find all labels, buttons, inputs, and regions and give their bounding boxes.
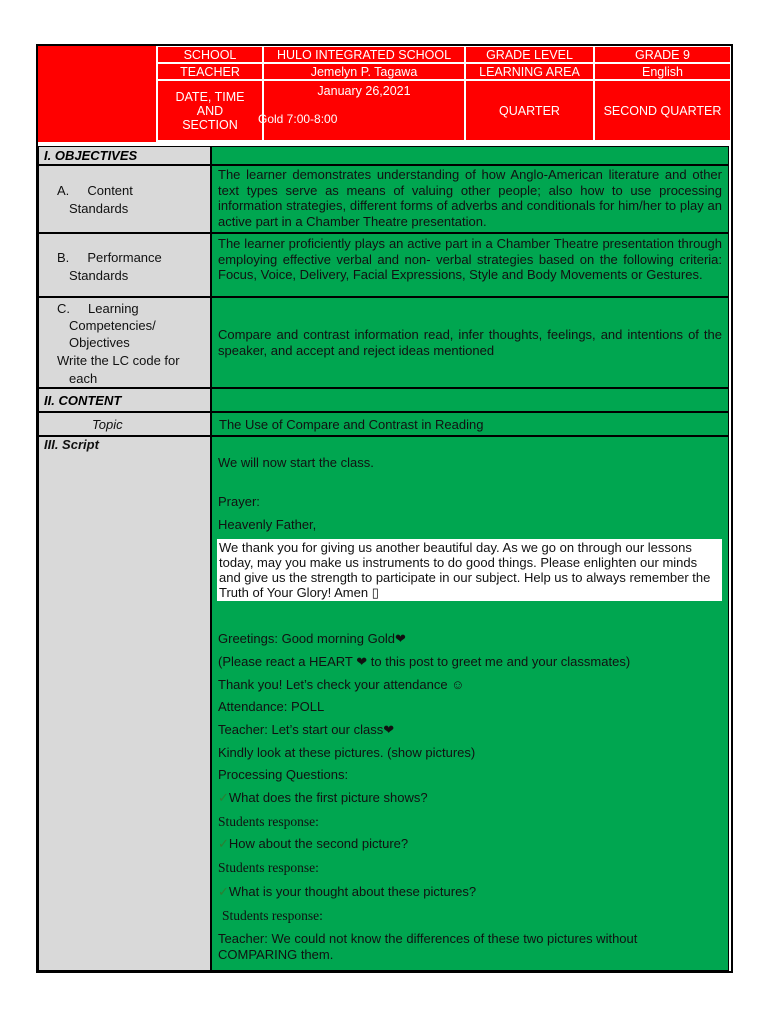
grade-value: GRADE 9 (594, 46, 731, 63)
script-heading: III. Script (44, 437, 99, 452)
topic-label: Topic (92, 417, 123, 432)
date-cell (258, 80, 465, 141)
script-question-1 (218, 790, 428, 806)
content-standards-text: The learner demonstrates understanding of how Anglo-American literature and other text types serve as means of valuing other people; also how to use processing information strategies, different forms of adverbs and conditionals for him/her to play an active part in a Chamber Theatre presentation. (218, 167, 722, 229)
content-standards-label-line2: Standards (69, 201, 129, 216)
objectives-heading-fill (211, 146, 729, 165)
script-react: (Please react a HEART ❤ to this post to greet me and your classmates) (218, 654, 631, 669)
topic-value: The Use of Compare and Contrast in Reading (219, 417, 484, 432)
content-heading: II. CONTENT (38, 388, 211, 412)
checkmark-icon: ✓ (218, 884, 229, 899)
learning-competencies-label-line1: C. Learning (57, 301, 139, 316)
checkmark-icon: ✓ (218, 836, 229, 851)
content-standards-label-line1: A. Content (57, 183, 133, 198)
question-2-text: How about the second picture? (228, 836, 409, 851)
performance-standards-cell (211, 233, 729, 297)
script-question-2 (218, 836, 408, 852)
script-greetings: Greetings: Good morning Gold❤ (218, 631, 406, 646)
performance-standards-label-line2: Standards (69, 268, 129, 283)
date-label: DATE, TIME AND SECTION (157, 80, 263, 141)
script-response-1: Students response: (218, 814, 319, 829)
script-prayer-label: Prayer: (218, 494, 260, 509)
school-value: HULO INTEGRATED SCHOOL (263, 46, 465, 63)
content-standards-label (38, 165, 211, 233)
script-question-3 (218, 884, 476, 900)
learning-competencies-label-line4: Write the LC code for (57, 353, 180, 368)
content-standards-cell (211, 165, 729, 233)
learning-competencies-label-line5: each (69, 371, 98, 386)
teacher-label: TEACHER (157, 63, 263, 80)
date-value: January 26,2021 (317, 84, 411, 98)
learning-competencies-label (38, 297, 211, 388)
header-logo-cell (38, 46, 156, 142)
topic-cell (211, 412, 729, 436)
quarter-label: QUARTER (465, 80, 594, 141)
learning-competencies-label-line3: Objectives (69, 335, 130, 350)
prayer-text: We thank you for giving us another beautiful day. As we go on through our lessons today, may you make us instruments to do good things. Please enlighten our minds and give us the strength to participate in our subject. Help us to always remember the Truth of Your Glory! Amen ▯ (219, 540, 711, 600)
time-section-value: Gold 7:00-8:00 (258, 112, 338, 126)
script-line-start: We will now start the class. (218, 455, 374, 470)
performance-standards-text: The learner proficiently plays an active part in a Chamber Theatre presentation through employing effective verbal and non- verbal strategies based on the following criteria: Focus, Voice, Delivery, Facial Expressions, Style and Body Movements or Gestures. (218, 236, 722, 282)
script-start: Teacher: Let’s start our class❤ (218, 722, 395, 737)
script-thanks: Thank you! Let’s check your attendance ☺ (218, 677, 465, 692)
prayer-textbox (217, 539, 722, 601)
performance-standards-label-line1: B. Performance (57, 250, 162, 265)
learning-competencies-text: Compare and contrast information read, infer thoughts, feelings, and intentions of the speaker, and accept and reject ideas mentioned (218, 327, 722, 358)
script-attendance: Attendance: POLL (218, 699, 325, 714)
grade-label: GRADE LEVEL (465, 46, 594, 63)
script-response-3: Students response: (222, 908, 323, 923)
quarter-value: SECOND QUARTER (594, 80, 731, 141)
question-1-text: What does the first picture shows? (228, 790, 428, 805)
script-prayer-open: Heavenly Father, (218, 517, 317, 532)
script-label-cell (38, 436, 211, 971)
teacher-value: Jemelyn P. Tagawa (263, 63, 465, 80)
learning-competencies-cell (211, 297, 729, 388)
area-label: LEARNING AREA (465, 63, 594, 80)
script-processing: Processing Questions: (218, 767, 349, 782)
content-heading-fill (211, 388, 729, 412)
objectives-heading: I. OBJECTIVES (38, 146, 211, 165)
question-3-text: What is your thought about these pictures? (228, 884, 477, 899)
school-label: SCHOOL (157, 46, 263, 63)
topic-label-cell (38, 412, 211, 436)
script-closing (218, 931, 718, 962)
learning-competencies-label-line2: Competencies/ (69, 318, 156, 333)
script-response-2: Students response: (218, 860, 319, 875)
script-closing-text: Teacher: We could not know the differences of these two pictures without COMPARING them. (218, 931, 638, 962)
script-look: Kindly look at these pictures. (show pictures) (218, 745, 476, 760)
checkmark-icon: ✓ (218, 790, 229, 805)
performance-standards-label (38, 233, 211, 297)
area-value: English (594, 63, 731, 80)
